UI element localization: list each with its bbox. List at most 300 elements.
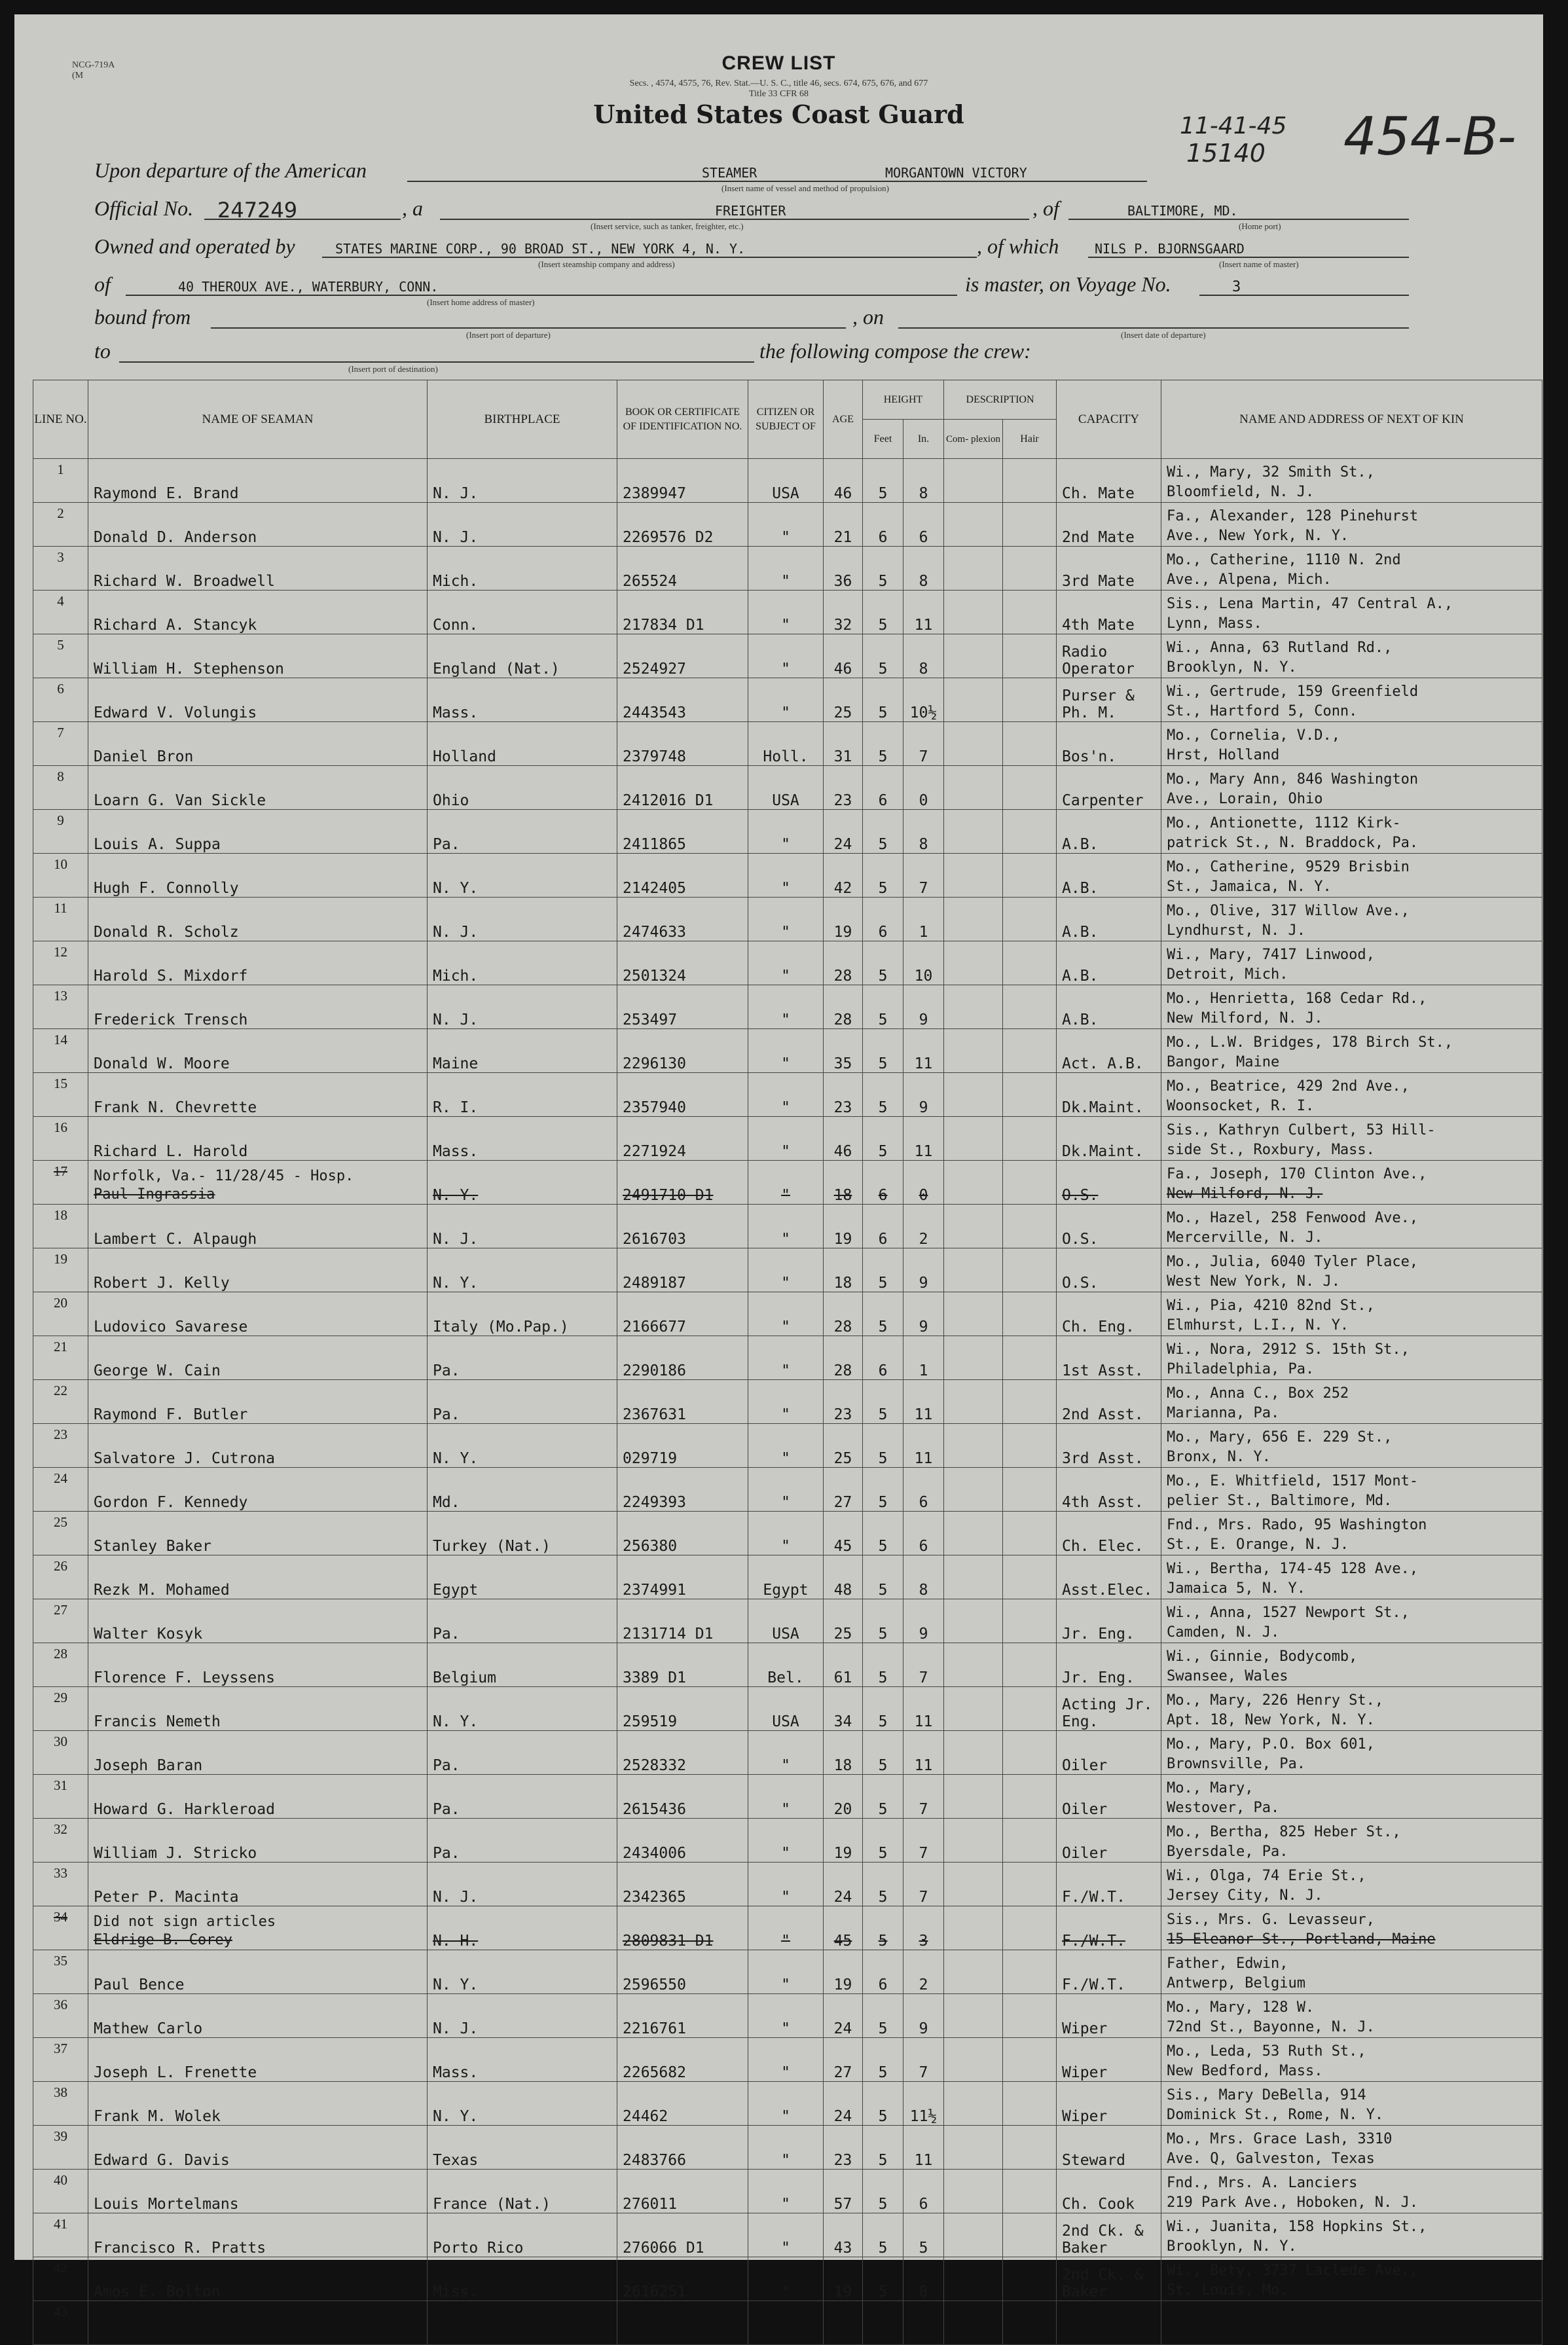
age: 32 xyxy=(824,591,863,634)
book-number: 2269576 D2 xyxy=(617,503,748,547)
book-number: 2216761 xyxy=(617,1994,748,2038)
col-height: HEIGHT xyxy=(863,380,944,420)
line-number: 6 xyxy=(33,678,88,722)
citizen: " xyxy=(748,1380,824,1424)
citizen: " xyxy=(748,2126,824,2170)
kin-line-2: Woonsocket, R. I. xyxy=(1167,1098,1315,1114)
height-feet: 5 xyxy=(863,1994,903,2038)
hair xyxy=(1003,503,1057,547)
bound-label: bound from xyxy=(94,305,191,329)
master-name: NILS P. BJORNSGAARD xyxy=(1095,241,1245,257)
complexion xyxy=(944,1336,1003,1380)
hair xyxy=(1003,1555,1057,1599)
book-number: 2389947 xyxy=(617,459,748,503)
birthplace: Mich. xyxy=(428,547,617,591)
table-row xyxy=(33,1205,1542,1248)
capacity: A.B. xyxy=(1057,810,1161,854)
next-of-kin xyxy=(1161,1731,1542,1775)
kin-line-2: Ave., New York, N. Y. xyxy=(1167,528,1349,544)
capacity: Jr. Eng. xyxy=(1057,1643,1161,1687)
compose-label: the following compose the crew: xyxy=(759,339,1031,363)
line-number: 5 xyxy=(33,634,88,678)
row-note: Norfolk, Va.- 11/28/45 - Hosp. xyxy=(94,1168,354,1184)
age: 24 xyxy=(824,2082,863,2126)
seaman-name: Louis Mortelmans xyxy=(88,2170,428,2213)
height-feet: 5 xyxy=(863,985,903,1029)
birthplace: R. I. xyxy=(428,1073,617,1117)
birthplace: Pa. xyxy=(428,1731,617,1775)
complexion xyxy=(944,1687,1003,1731)
complexion xyxy=(944,1292,1003,1336)
book-number: 259519 xyxy=(617,1687,748,1731)
height-feet: 6 xyxy=(863,898,903,941)
table-row xyxy=(33,1248,1542,1292)
kin-line-2: 15 Eleanor St., Portland, Maine xyxy=(1167,1931,1436,1948)
table-row xyxy=(33,722,1542,766)
seaman-name: Hugh F. Connolly xyxy=(88,854,428,898)
height-inches: 6 xyxy=(903,503,944,547)
hair xyxy=(1003,2038,1057,2082)
line-number: 26 xyxy=(33,1555,88,1599)
table-row xyxy=(33,766,1542,810)
official-no-label: Official No. xyxy=(94,196,194,220)
height-inches: 11 xyxy=(903,1424,944,1468)
line-number: 20 xyxy=(33,1292,88,1336)
book-number: 029719 xyxy=(617,1424,748,1468)
age: 36 xyxy=(824,547,863,591)
table-row xyxy=(33,1906,1542,1950)
table-row xyxy=(33,1029,1542,1073)
seaman-name: Louis A. Suppa xyxy=(88,810,428,854)
kin-line-1: Mo., Mary, xyxy=(1167,1780,1254,1796)
next-of-kin xyxy=(1161,2257,1542,2301)
kin-line-2: Mercerville, N. J. xyxy=(1167,1229,1323,1246)
col-description: DESCRIPTION xyxy=(944,380,1057,420)
capacity: F./W.T. xyxy=(1057,1863,1161,1906)
height-inches: 8 xyxy=(903,810,944,854)
age: 24 xyxy=(824,1994,863,2038)
birthplace: Mass. xyxy=(428,1117,617,1161)
height-inches: 8 xyxy=(903,634,944,678)
table-row xyxy=(33,1687,1542,1731)
height-inches: 8 xyxy=(903,1555,944,1599)
kin-line-2: patrick St., N. Braddock, Pa. xyxy=(1167,835,1419,851)
hair xyxy=(1003,547,1057,591)
age: 48 xyxy=(824,1555,863,1599)
of-label: , of xyxy=(1032,196,1059,220)
age: 46 xyxy=(824,1117,863,1161)
service: FREIGHTER xyxy=(715,203,786,219)
birthplace: Conn. xyxy=(428,591,617,634)
complexion xyxy=(944,1599,1003,1643)
citizen: " xyxy=(748,1073,824,1117)
complexion xyxy=(944,1029,1003,1073)
line-number: 23 xyxy=(33,1424,88,1468)
complexion xyxy=(944,1950,1003,1994)
line-number: 7 xyxy=(33,722,88,766)
kin-line-1: Wi., Nora, 2912 S. 15th St., xyxy=(1167,1341,1410,1358)
kin-line-1: Fa., Alexander, 128 Pinehurst xyxy=(1167,508,1419,524)
citizen xyxy=(748,2301,824,2345)
citizen: " xyxy=(748,1336,824,1380)
destination-hint: (Insert port of destination) xyxy=(348,364,438,374)
height-feet: 6 xyxy=(863,1161,903,1205)
table-row xyxy=(33,1775,1542,1819)
book-number: 2443543 xyxy=(617,678,748,722)
height-inches: 11½ xyxy=(903,2082,944,2126)
line-number: 25 xyxy=(33,1512,88,1555)
citizen: " xyxy=(748,898,824,941)
hair xyxy=(1003,1029,1057,1073)
table-row xyxy=(33,2038,1542,2082)
birthplace: Italy (Mo.Pap.) xyxy=(428,1292,617,1336)
capacity: Oiler xyxy=(1057,1819,1161,1863)
complexion xyxy=(944,1555,1003,1599)
height-feet: 5 xyxy=(863,722,903,766)
table-row xyxy=(33,634,1542,678)
height-feet: 5 xyxy=(863,1380,903,1424)
birthplace: England (Nat.) xyxy=(428,634,617,678)
hair xyxy=(1003,985,1057,1029)
kin-line-1: Wi., Gertrude, 159 Greenfield xyxy=(1167,683,1419,700)
complexion xyxy=(944,1731,1003,1775)
hair xyxy=(1003,722,1057,766)
kin-line-2: Camden, N. J. xyxy=(1167,1624,1280,1641)
next-of-kin xyxy=(1161,1687,1542,1731)
table-row xyxy=(33,1731,1542,1775)
height-feet: 5 xyxy=(863,1819,903,1863)
birthplace: Texas xyxy=(428,2126,617,2170)
next-of-kin xyxy=(1161,1863,1542,1906)
table-row xyxy=(33,941,1542,985)
complexion xyxy=(944,810,1003,854)
birthplace: N. J. xyxy=(428,1205,617,1248)
handwritten-ref-2: 15140 xyxy=(1186,139,1266,168)
seaman-name: William H. Stephenson xyxy=(88,634,428,678)
vessel-type: STEAMER xyxy=(702,165,757,181)
age: 23 xyxy=(824,1380,863,1424)
next-of-kin xyxy=(1161,1950,1542,1994)
citizen: " xyxy=(748,2038,824,2082)
height-inches: 10 xyxy=(903,941,944,985)
kin-line-2: Antwerp, Belgium xyxy=(1167,1975,1305,1991)
complexion xyxy=(944,985,1003,1029)
kin-line-1: Wi., Anna, 1527 Newport St., xyxy=(1167,1605,1410,1621)
capacity: A.B. xyxy=(1057,941,1161,985)
col-inches: In. xyxy=(903,420,944,459)
hair xyxy=(1003,1950,1057,1994)
complexion xyxy=(944,459,1003,503)
birthplace: N. J. xyxy=(428,459,617,503)
kin-line-2: Brownsville, Pa. xyxy=(1167,1756,1305,1772)
book-number: 2474633 xyxy=(617,898,748,941)
seaman-name xyxy=(88,1906,428,1950)
seaman-name: Daniel Bron xyxy=(88,722,428,766)
complexion xyxy=(944,766,1003,810)
capacity: O.S. xyxy=(1057,1205,1161,1248)
table-row xyxy=(33,1555,1542,1599)
kin-line-1: Wi., Mary, 32 Smith St., xyxy=(1167,464,1375,481)
next-of-kin xyxy=(1161,722,1542,766)
height-feet: 5 xyxy=(863,1248,903,1292)
line-number: 10 xyxy=(33,854,88,898)
hair xyxy=(1003,1073,1057,1117)
voyage-no: 3 xyxy=(1232,279,1241,295)
age: 18 xyxy=(824,1248,863,1292)
table-row xyxy=(33,459,1542,503)
book-number: 2411865 xyxy=(617,810,748,854)
seaman-name: Amos E. Bolton xyxy=(88,2257,428,2301)
table-row xyxy=(33,1161,1542,1205)
table-row xyxy=(33,1380,1542,1424)
birthplace: Porto Rico xyxy=(428,2213,617,2257)
book-number: 2342365 xyxy=(617,1863,748,1906)
hair xyxy=(1003,1599,1057,1643)
table-row xyxy=(33,1512,1542,1555)
capacity: 2nd Asst. xyxy=(1057,1380,1161,1424)
kin-line-1: Fnd., Mrs. A. Lanciers xyxy=(1167,2175,1358,2191)
capacity: Steward xyxy=(1057,2126,1161,2170)
height-feet: 5 xyxy=(863,810,903,854)
hair xyxy=(1003,1775,1057,1819)
complexion xyxy=(944,1248,1003,1292)
title-line: Title 33 CFR 68 xyxy=(749,89,809,99)
kin-line-2: Bangor, Maine xyxy=(1167,1054,1280,1070)
book-number: 2616703 xyxy=(617,1205,748,1248)
seaman-name: Richard W. Broadwell xyxy=(88,547,428,591)
line-number: 30 xyxy=(33,1731,88,1775)
complexion xyxy=(944,2082,1003,2126)
kin-line-1: Mo., Henrietta, 168 Cedar Rd., xyxy=(1167,991,1427,1007)
citizen: " xyxy=(748,1205,824,1248)
height-inches: 8 xyxy=(903,2257,944,2301)
citizen: " xyxy=(748,1994,824,2038)
complexion xyxy=(944,1380,1003,1424)
birthplace: Pa. xyxy=(428,1599,617,1643)
seaman-name: Edward G. Davis xyxy=(88,2126,428,2170)
birthplace: Egypt xyxy=(428,1555,617,1599)
table-row xyxy=(33,2082,1542,2126)
height-inches: 0 xyxy=(903,1161,944,1205)
capacity xyxy=(1057,2301,1161,2345)
kin-line-2: Ave. Q, Galveston, Texas xyxy=(1167,2151,1375,2167)
capacity: Purser & Ph. M. xyxy=(1057,678,1161,722)
book-number: 253497 xyxy=(617,985,748,1029)
table-row xyxy=(33,985,1542,1029)
next-of-kin xyxy=(1161,985,1542,1029)
kin-line-1: Mo., Beatrice, 429 2nd Ave., xyxy=(1167,1078,1410,1095)
citizen: " xyxy=(748,1424,824,1468)
age: 45 xyxy=(824,1512,863,1555)
book-number: 217834 D1 xyxy=(617,591,748,634)
departure-label: Upon departure of the American xyxy=(94,158,367,182)
seaman-name-text: Eldrige B. Corey xyxy=(94,1932,232,1948)
seaman-name-text: Paul Ingrassia xyxy=(94,1186,215,1203)
birthplace: N. Y. xyxy=(428,1161,617,1205)
height-inches: 9 xyxy=(903,1599,944,1643)
complexion xyxy=(944,1161,1003,1205)
table-row xyxy=(33,1950,1542,1994)
hair xyxy=(1003,941,1057,985)
kin-line-1: Sis., Mrs. G. Levasseur, xyxy=(1167,1912,1375,1928)
seaman-name: Mathew Carlo xyxy=(88,1994,428,2038)
height-inches: 11 xyxy=(903,1029,944,1073)
kin-line-1: Mo., Catherine, 9529 Brisbin xyxy=(1167,859,1410,875)
kin-line-2: St., E. Orange, N. J. xyxy=(1167,1536,1349,1553)
birthplace: Maine xyxy=(428,1029,617,1073)
handwritten-file-code: 454-B- xyxy=(1343,106,1516,167)
table-row xyxy=(33,1292,1542,1336)
citizen: " xyxy=(748,1468,824,1512)
kin-line-1: Mo., Mary, 128 W. xyxy=(1167,1999,1315,2016)
complexion xyxy=(944,1073,1003,1117)
birthplace: Holland xyxy=(428,722,617,766)
seaman-name: Howard G. Harkleroad xyxy=(88,1775,428,1819)
book-number: 2528332 xyxy=(617,1731,748,1775)
citizen: " xyxy=(748,1775,824,1819)
book-number: 2491710 D1 xyxy=(617,1161,748,1205)
capacity: 2nd Ck. & Baker xyxy=(1057,2213,1161,2257)
birthplace: Miss. xyxy=(428,2257,617,2301)
kin-line-2: Lyndhurst, N. J. xyxy=(1167,922,1305,939)
complexion xyxy=(944,1863,1003,1906)
hair xyxy=(1003,1819,1057,1863)
next-of-kin xyxy=(1161,1029,1542,1073)
table-row xyxy=(33,1336,1542,1380)
table-row xyxy=(33,1643,1542,1687)
next-of-kin xyxy=(1161,1073,1542,1117)
next-of-kin xyxy=(1161,1468,1542,1512)
home-port: BALTIMORE, MD. xyxy=(1127,203,1238,219)
birthplace: N. H. xyxy=(428,1906,617,1950)
hair xyxy=(1003,1731,1057,1775)
port-departure-hint: (Insert port of departure) xyxy=(466,330,551,340)
height-inches: 9 xyxy=(903,1248,944,1292)
kin-line-2: Bronx, N. Y. xyxy=(1167,1449,1271,1465)
height-feet: 6 xyxy=(863,1950,903,1994)
birthplace: Ohio xyxy=(428,766,617,810)
birthplace xyxy=(428,2301,617,2345)
next-of-kin xyxy=(1161,1775,1542,1819)
line-number: 9 xyxy=(33,810,88,854)
birthplace: N. Y. xyxy=(428,2082,617,2126)
service-hint: (Insert service, such as tanker, freighter, etc.) xyxy=(591,221,744,231)
kin-line-1: Wi., Anna, 63 Rutland Rd., xyxy=(1167,640,1393,656)
hair xyxy=(1003,1906,1057,1950)
book-number: 3389 D1 xyxy=(617,1643,748,1687)
col-line-no: LINE NO. xyxy=(33,380,88,459)
complexion xyxy=(944,1117,1003,1161)
book-number: 2434006 xyxy=(617,1819,748,1863)
line-number: 22 xyxy=(33,1380,88,1424)
complexion xyxy=(944,678,1003,722)
next-of-kin xyxy=(1161,678,1542,722)
seaman-name xyxy=(88,2301,428,2345)
line-number: 3 xyxy=(33,547,88,591)
line-number: 8 xyxy=(33,766,88,810)
hair xyxy=(1003,591,1057,634)
birthplace: N. Y. xyxy=(428,1248,617,1292)
seaman-name: Frank M. Wolek xyxy=(88,2082,428,2126)
next-of-kin xyxy=(1161,1599,1542,1643)
age: 25 xyxy=(824,1599,863,1643)
kin-line-2: Brooklyn, N. Y. xyxy=(1167,659,1297,676)
kin-line-1: Mo., Cornelia, V.D., xyxy=(1167,727,1340,744)
height-feet: 5 xyxy=(863,1424,903,1468)
seaman-name: Rezk M. Mohamed xyxy=(88,1555,428,1599)
next-of-kin xyxy=(1161,1994,1542,2038)
hair xyxy=(1003,766,1057,810)
height-feet: 5 xyxy=(863,1073,903,1117)
height-feet: 5 xyxy=(863,547,903,591)
col-feet: Feet xyxy=(863,420,903,459)
hair xyxy=(1003,1117,1057,1161)
kin-line-1: Mo., Anna C., Box 252 xyxy=(1167,1385,1349,1402)
col-age: AGE xyxy=(824,380,863,459)
hair xyxy=(1003,898,1057,941)
capacity: 4th Asst. xyxy=(1057,1468,1161,1512)
age: 34 xyxy=(824,1687,863,1731)
age: 61 xyxy=(824,1643,863,1687)
complexion xyxy=(944,722,1003,766)
book-number: 256380 xyxy=(617,1512,748,1555)
age: 21 xyxy=(824,503,863,547)
complexion xyxy=(944,1819,1003,1863)
table-row xyxy=(33,2170,1542,2213)
next-of-kin xyxy=(1161,2170,1542,2213)
next-of-kin xyxy=(1161,1424,1542,1468)
capacity: A.B. xyxy=(1057,898,1161,941)
seaman-name: Stanley Baker xyxy=(88,1512,428,1555)
next-of-kin xyxy=(1161,2038,1542,2082)
capacity: 4th Mate xyxy=(1057,591,1161,634)
next-of-kin xyxy=(1161,1819,1542,1863)
book-number: 2374991 xyxy=(617,1555,748,1599)
age: 23 xyxy=(824,1073,863,1117)
hair xyxy=(1003,1512,1057,1555)
birthplace: Pa. xyxy=(428,1775,617,1819)
complexion xyxy=(944,1424,1003,1468)
height-feet: 5 xyxy=(863,2038,903,2082)
capacity: Oiler xyxy=(1057,1775,1161,1819)
height-feet: 5 xyxy=(863,1029,903,1073)
hair xyxy=(1003,459,1057,503)
birthplace: N. J. xyxy=(428,1863,617,1906)
agency-title: United States Coast Guard xyxy=(593,100,964,129)
height-feet: 5 xyxy=(863,1775,903,1819)
seaman-name: Frederick Trensch xyxy=(88,985,428,1029)
kin-line-2: Bloomfield, N. J. xyxy=(1167,484,1315,500)
height-feet: 5 xyxy=(863,1863,903,1906)
citizen: " xyxy=(748,678,824,722)
book-number: 2615436 xyxy=(617,1775,748,1819)
crew-list-form xyxy=(14,14,1543,2319)
capacity: Ch. Mate xyxy=(1057,459,1161,503)
hair xyxy=(1003,1248,1057,1292)
table-row xyxy=(33,2213,1542,2257)
height-feet: 5 xyxy=(863,634,903,678)
book-number: 276066 D1 xyxy=(617,2213,748,2257)
age: 19 xyxy=(824,2257,863,2301)
book-number: 2596550 xyxy=(617,1950,748,1994)
height-inches: 7 xyxy=(903,2038,944,2082)
kin-line-2: St. Louis, Mo. xyxy=(1167,2282,1288,2299)
capacity: Ch. Cook xyxy=(1057,2170,1161,2213)
height-feet: 5 xyxy=(863,2082,903,2126)
line-number: 14 xyxy=(33,1029,88,1073)
kin-line-1: Mo., L.W. Bridges, 178 Birch St., xyxy=(1167,1034,1453,1051)
line-number: 40 xyxy=(33,2170,88,2213)
